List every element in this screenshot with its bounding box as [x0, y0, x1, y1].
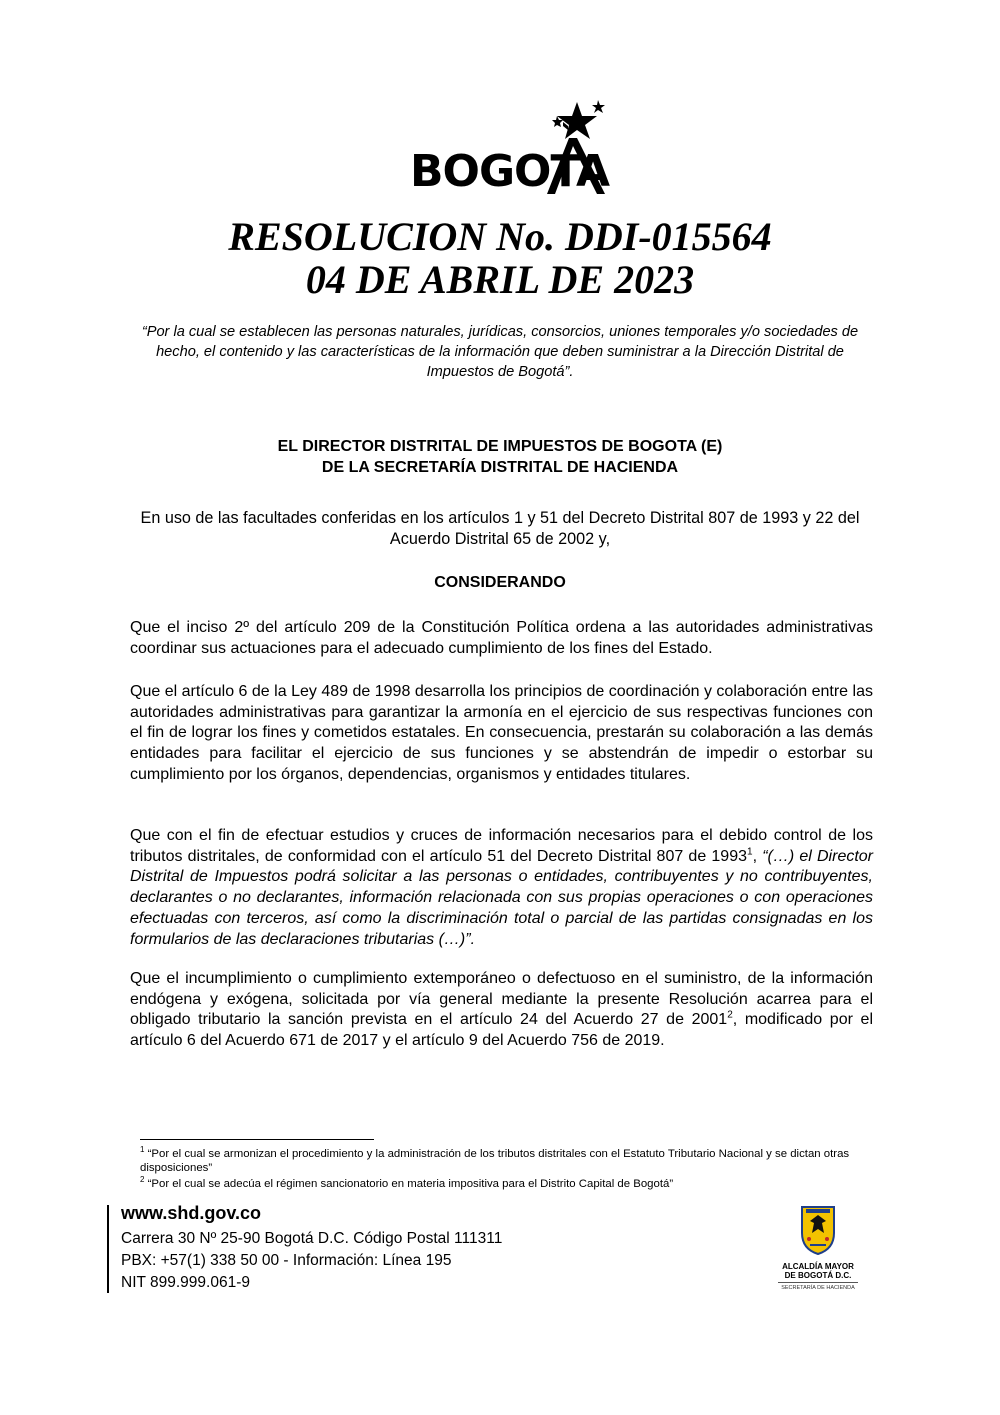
footnote-1 — [140, 1145, 870, 1175]
paragraph-1: Que el inciso 2º del artículo 209 de la Constitución Política ordena a las autoridades administrativas coordinar sus actuaciones para el adecuado cumplimiento de los fines del Estado. — [130, 619, 873, 657]
resolution-subject: “Por la cual se establecen las personas naturales, jurídicas, consorcios, uniones temporales y/o sociedades de hecho, el contenido y las características de la información que deben suministrar a la Dirección Distrital de Impuestos de Bogotá”. — [141, 324, 859, 380]
footer-bar — [107, 1205, 109, 1293]
alcaldia-logo — [770, 1203, 866, 1291]
facultades-text: En uso de las facultades conferidas en los artículos 1 y 51 del Decreto Distrital 807 de 1993 y 22 del Acuerdo Distrital 65 de 2002 y, — [140, 509, 860, 548]
alcaldia-line1: ALCALDÍA MAYOR — [782, 1262, 854, 1271]
paragraph-3 — [130, 826, 873, 950]
alcaldia-divider — [778, 1282, 858, 1283]
resolution-number: RESOLUCION No. DDI-015564 — [228, 214, 772, 259]
footnote-2-text: “Por el cual se adecúa el régimen sancionatorio en materia impositiva para el Distrito Capital de Bogotá” — [144, 1178, 674, 1190]
director-heading — [0, 436, 1000, 478]
paragraph-2: Que el artículo 6 de la Ley 489 de 1998 desarrolla los principios de coordinación y colaboración entre las autoridades administrativas para garantizar la armonía en el ejercicio de sus respectivas funciones con el fin de lograr los fines y cometidos estatales. En consecuencia, prestarán su colaboración a las demás entidades para facilitar el ejercicio de sus funciones y se abstendrán de impedir o estorbar su cumplimiento por los órganos, dependencias, organismos y entidades titulares. — [130, 683, 873, 783]
footnote-1-mark: 1 — [140, 1145, 145, 1155]
footer-address: Carrera 30 Nº 25-90 Bogotá D.C. Código Postal 111311 — [121, 1230, 503, 1247]
footnote-2 — [140, 1175, 870, 1192]
bogota-logo — [410, 98, 610, 198]
footer-phone: PBX: +57(1) 338 50 00 - Información: Línea 195 — [121, 1252, 452, 1269]
footnote-1-text: “Por el cual se armonizan el procedimiento y la administración de los tributos distritales con el Estatuto Tributario Nacional y se dictan otras disposiciones” — [140, 1148, 850, 1174]
resolution-date: 04 DE ABRIL DE 2023 — [305, 257, 695, 302]
footnote-ref-2: 2 — [727, 1010, 733, 1022]
coat-of-arms-icon — [800, 1203, 836, 1255]
alcaldia-line2: DE BOGOTÁ D.C. — [784, 1271, 852, 1280]
star-icon — [535, 98, 605, 198]
director-heading-line2: DE LA SECRETARÍA DISTRITAL DE HACIENDA — [321, 459, 679, 476]
paragraph-4-tail: , modificado por el artículo 6 del Acuerdo 671 de 2017 y el artículo 9 del Acuerdo 756 de 2019. — [130, 1011, 874, 1050]
paragraph-3-text: Que con el fin de efectuar estudios y cruces de información necesarios para el debido control de los tributos distritales, de conformidad con el artículo 51 del Decreto Distrital 807 de 1993 — [130, 827, 873, 865]
footer-nit: NIT 899.999.061-9 — [121, 1274, 250, 1291]
considerando-heading: CONSIDERANDO — [434, 574, 566, 591]
footnote-ref-1: 1 — [747, 846, 753, 858]
paragraph-4 — [130, 969, 873, 1052]
footnote-divider — [140, 1139, 374, 1140]
footer-website[interactable]: www.shd.gov.co — [121, 1203, 262, 1223]
secretaria-label: SECRETARÍA DE HACIENDA — [781, 1285, 855, 1291]
director-heading-line1: EL DIRECTOR DISTRITAL DE IMPUESTOS DE BOGOTA (E) — [277, 438, 723, 455]
paragraph-3-quote: “(…) el Director Distrital de Impuestos podrá solicitar a las personas o entidades, contribuyentes y no contribuyentes, declarantes o no declarantes, información relacionada con sus propias operaciones o con operaciones efectuadas con terceros, así como la discriminación total o parcial de las partidas consignadas en los formularios de las declaraciones tributarias (…)”. — [130, 847, 874, 948]
paragraph-3-sep: , — [752, 847, 763, 865]
logo-text: BOGOTA — [410, 146, 610, 197]
alcaldia-name — [770, 1262, 866, 1280]
paragraph-4-text: Que el incumplimiento o cumplimiento extemporáneo o defectuoso en el suministro, de la información endógena y exógena, solicitada por vía general mediante la presente Resolución acarrea para el obligado tributario la sanción prevista en el artículo 24 del Acuerdo 27 de 2001 — [130, 970, 873, 1029]
footnote-2-mark: 2 — [140, 1175, 145, 1185]
